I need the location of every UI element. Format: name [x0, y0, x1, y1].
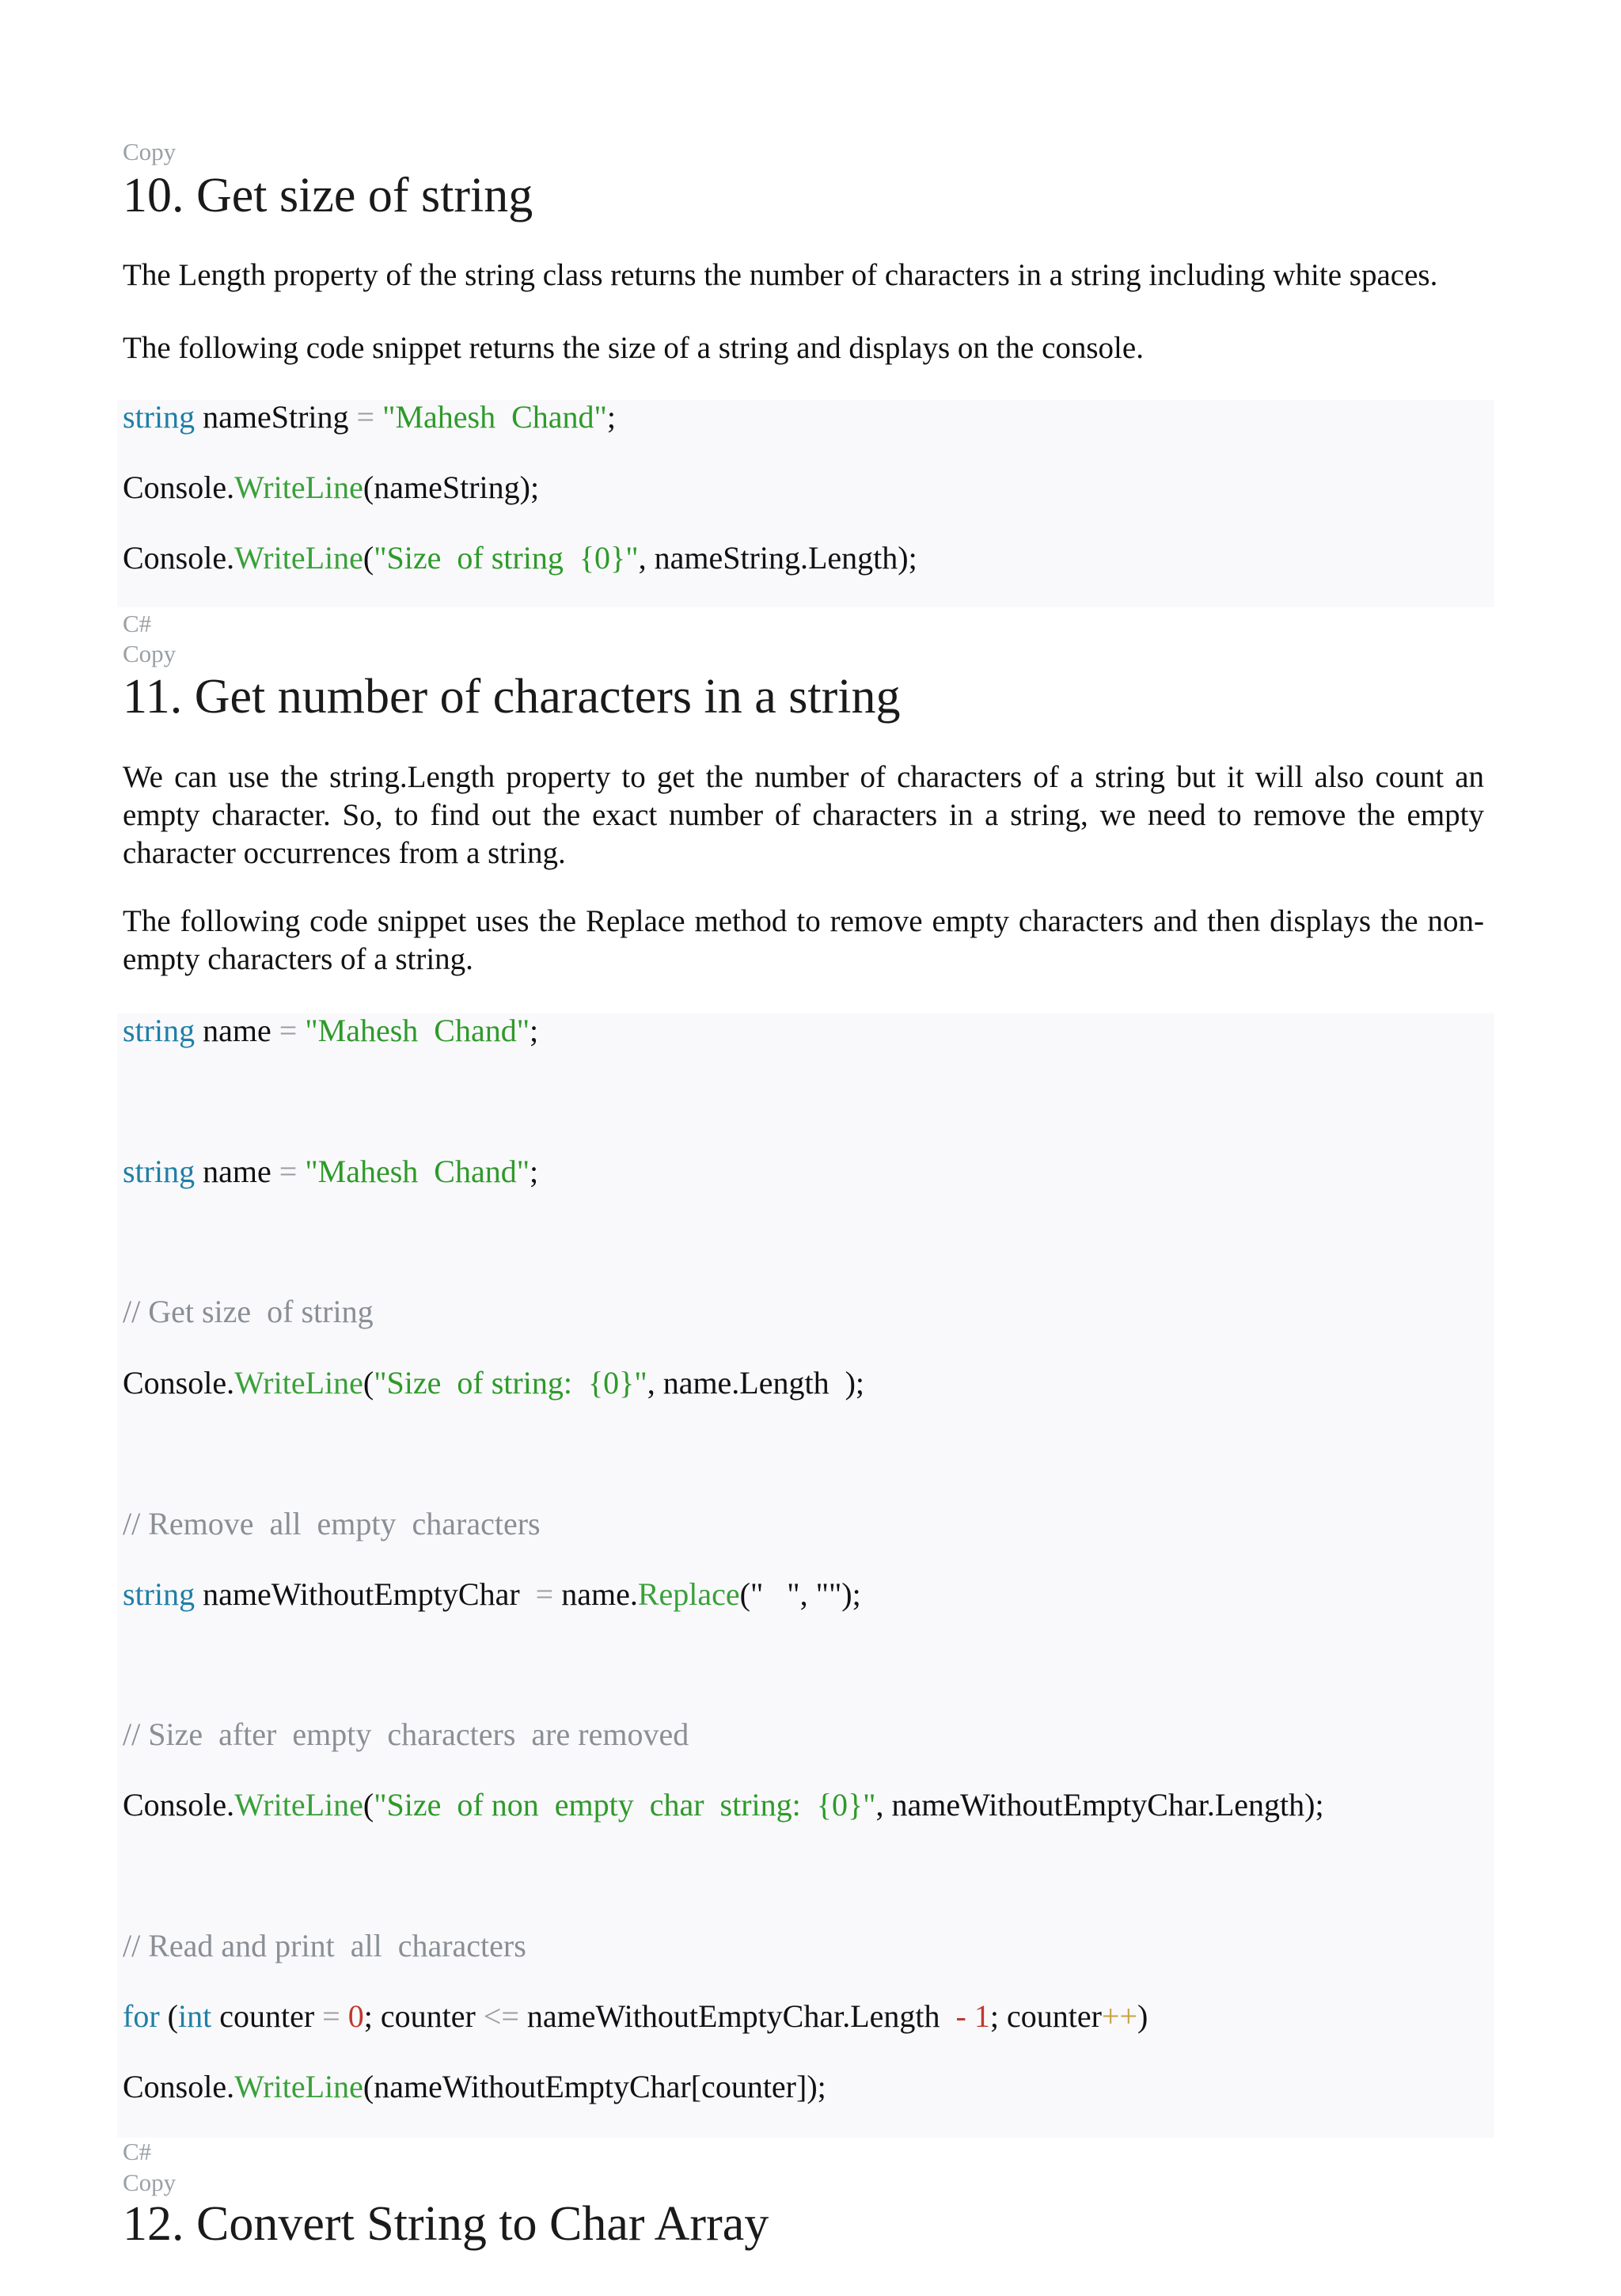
code-token: =	[279, 1013, 298, 1048]
code-token: // Get size of string	[123, 1294, 374, 1329]
code-line	[123, 1505, 541, 1543]
code-token: 1	[966, 1998, 990, 2034]
code-token: "Size of string: {0}"	[374, 1365, 647, 1401]
section-heading-12: 12. Convert String to Char Array	[123, 2197, 769, 2251]
code-token: (	[363, 1365, 374, 1401]
code-token: WriteLine	[234, 469, 363, 505]
code-language-label: C#	[123, 610, 152, 637]
paragraph: The following code snippet uses the Replace method to remove empty characters and then displays the non-empty characters of a string.	[123, 904, 1484, 976]
code-token: string	[123, 399, 196, 435]
code-token: =	[322, 1998, 340, 2034]
code-token: (	[363, 1787, 374, 1823]
code-token: "Mahesh Chand"	[297, 1154, 530, 1189]
code-token: string	[123, 1154, 196, 1189]
code-token: Replace	[637, 1576, 740, 1612]
code-token: "Size of non empty char string: {0}"	[374, 1787, 876, 1823]
code-line	[123, 1293, 374, 1331]
code-token: Console	[123, 2069, 227, 2104]
code-token: WriteLine	[234, 540, 363, 576]
code-token: int	[177, 1998, 212, 2034]
code-token: -	[955, 1998, 966, 2034]
code-line	[123, 1716, 689, 1754]
code-line	[123, 1012, 538, 1050]
code-line	[123, 469, 539, 507]
code-token: (nameWithoutEmptyChar[counter]);	[363, 2069, 826, 2104]
code-token: 0	[340, 1998, 364, 2034]
code-token: (nameString);	[363, 469, 540, 505]
code-token: .	[226, 1365, 235, 1401]
code-token: WriteLine	[234, 1365, 363, 1401]
code-token: (	[159, 1998, 178, 2034]
code-token: .	[226, 2069, 235, 2104]
code-token: for	[123, 1998, 160, 2034]
code-line	[123, 1786, 1324, 1824]
section-heading-11: 11. Get number of characters in a string	[123, 670, 901, 724]
code-token: name.	[553, 1576, 638, 1612]
code-token: Console	[123, 1365, 227, 1401]
code-token: , name.Length );	[647, 1365, 865, 1401]
code-token: ; counter	[989, 1998, 1102, 2034]
paragraph: The following code snippet returns the size of a string and displays on the console.	[123, 331, 1144, 365]
code-token: name	[195, 1154, 279, 1189]
code-token: // Read and print all characters	[123, 1928, 526, 1963]
code-token: ++	[1101, 1998, 1138, 2034]
code-token: =	[535, 1576, 554, 1612]
code-token: .	[226, 469, 235, 505]
code-token: , nameWithoutEmptyChar.Length);	[875, 1787, 1324, 1823]
code-token: WriteLine	[234, 2069, 363, 2104]
code-line	[123, 1927, 526, 1965]
code-token: counter	[211, 1998, 323, 2034]
code-token: ;	[530, 1013, 539, 1048]
code-token: "Mahesh Chand"	[374, 399, 607, 435]
paragraph: We can use the string.Length property to get the number of characters of a string but it will also count an empty character. So, to find out the exact number of characters in a string, we need to remove the empty character occurrences from a string.	[123, 760, 1484, 870]
code-token: "Size of string {0}"	[374, 540, 639, 576]
code-token: =	[356, 399, 375, 435]
code-token: Console	[123, 1787, 227, 1823]
code-token: ;	[530, 1154, 539, 1189]
code-token: WriteLine	[234, 1787, 363, 1823]
code-token: .	[226, 540, 235, 576]
code-token: string	[123, 1013, 196, 1048]
code-token: ; counter	[363, 1998, 484, 2034]
code-token: nameWithoutEmptyChar.Length	[518, 1998, 956, 2034]
code-line	[123, 1576, 861, 1614]
code-token: // Remove all empty characters	[123, 1506, 541, 1541]
code-token: )	[1137, 1998, 1148, 2034]
code-line	[123, 1998, 1148, 2036]
code-token: name	[195, 1013, 279, 1048]
code-line	[123, 2068, 826, 2106]
code-line	[123, 1364, 864, 1402]
code-token: nameString	[195, 399, 357, 435]
code-token: (" ", "");	[739, 1576, 861, 1612]
code-token: Console	[123, 469, 227, 505]
code-token: , nameString.Length);	[638, 540, 917, 576]
code-line	[123, 1153, 538, 1191]
code-token: (	[363, 540, 374, 576]
code-token: <=	[483, 1998, 519, 2034]
section-heading-10: 10. Get size of string	[123, 169, 533, 222]
code-token: Console	[123, 540, 227, 576]
copy-link[interactable]: Copy	[123, 138, 177, 165]
copy-link[interactable]: Copy	[123, 640, 177, 667]
copy-link[interactable]: Copy	[123, 2169, 177, 2196]
code-language-label: C#	[123, 2138, 152, 2165]
code-line	[123, 398, 616, 436]
code-token: ;	[606, 399, 616, 435]
code-token: nameWithoutEmptyChar	[195, 1576, 536, 1612]
code-token: .	[226, 1787, 235, 1823]
code-token: "Mahesh Chand"	[297, 1013, 530, 1048]
code-token: // Size after empty characters are removed	[123, 1716, 689, 1752]
paragraph: The Length property of the string class returns the number of characters in a string including white spaces.	[123, 258, 1438, 292]
code-token: =	[279, 1154, 298, 1189]
code-line	[123, 539, 917, 577]
code-token: string	[123, 1576, 196, 1612]
